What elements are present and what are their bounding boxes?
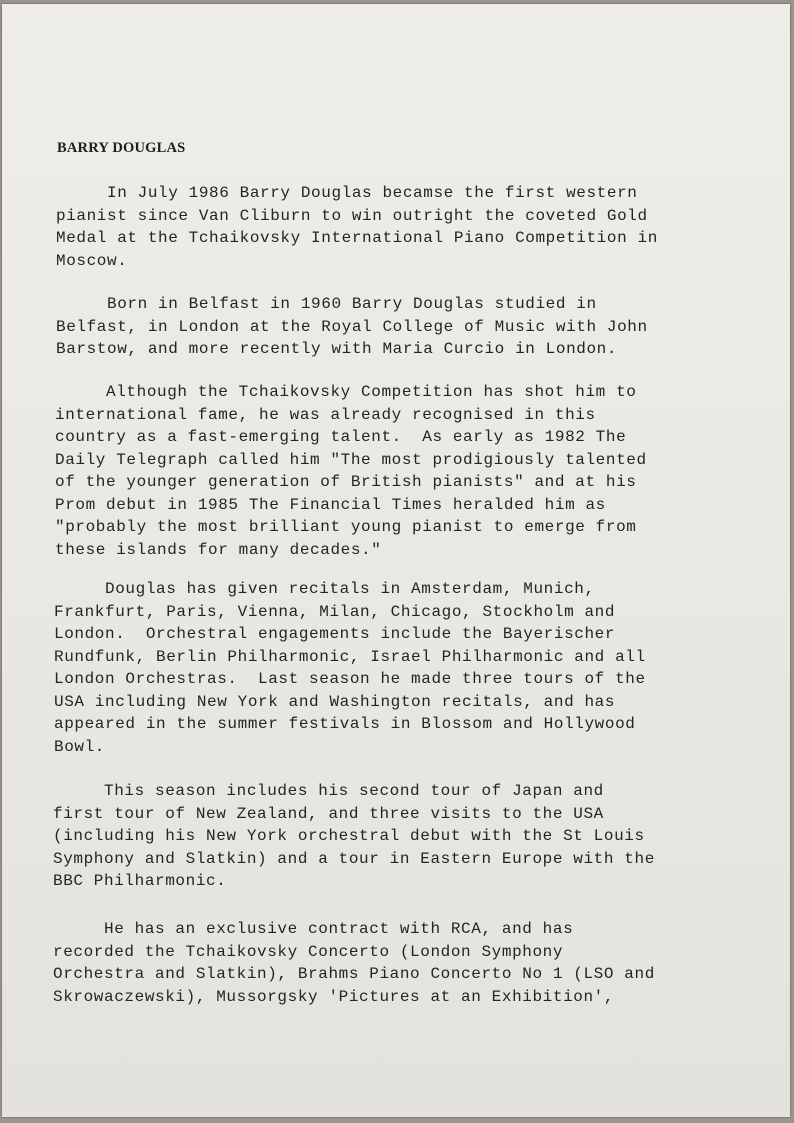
text-line: This season includes his second tour of Japan and xyxy=(53,782,604,800)
text-line: Moscow. xyxy=(56,251,128,270)
paragraph xyxy=(53,918,655,1008)
text-line: first tour of New Zealand, and three visits to the USA xyxy=(53,804,604,823)
text-line: "probably the most brilliant young pianist to emerge from xyxy=(55,518,637,536)
text-line: Bowl. xyxy=(54,737,106,756)
text-line: appeared in the summer festivals in Blossom and Hollywood xyxy=(54,715,636,733)
paragraph xyxy=(54,578,646,758)
text-line: Although the Tchaikovsky Competition has shot him to xyxy=(55,383,637,401)
paragraph xyxy=(56,293,648,361)
text-line: Rundfunk, Berlin Philharmonic, Israel Philharmonic and all xyxy=(54,647,646,666)
text-line: London. Orchestral engagements include the Bayerischer xyxy=(54,625,616,643)
text-line: recorded the Tchaikovsky Concerto (London Symphony xyxy=(53,942,564,961)
text-line: Barstow, and more recently with Maria Curcio in London. xyxy=(56,340,618,358)
text-line: Frankfurt, Paris, Vienna, Milan, Chicago, Stockholm and xyxy=(54,602,616,621)
paragraph xyxy=(56,182,658,272)
text-line: Born in Belfast in 1960 Barry Douglas studied in xyxy=(56,295,597,313)
text-line: Douglas has given recitals in Amsterdam, Munich, xyxy=(54,580,595,598)
page-title: BARRY DOUGLAS xyxy=(57,140,186,156)
text-line: London Orchestras. Last season he made three tours of the xyxy=(54,670,646,688)
text-line: Symphony and Slatkin) and a tour in Eastern Europe with the xyxy=(53,849,655,868)
text-line: Prom debut in 1985 The Financial Times heralded him as xyxy=(55,495,606,514)
text-line: Belfast, in London at the Royal College of Music with John xyxy=(56,317,648,336)
text-line: USA including New York and Washington recitals, and has xyxy=(54,692,616,711)
text-line: Orchestra and Slatkin), Brahms Piano Concerto No 1 (LSO and xyxy=(53,965,655,983)
text-line: of the younger generation of British pianists" and at his xyxy=(55,473,637,491)
text-line: Skrowaczewski), Mussorgsky 'Pictures at an Exhibition', xyxy=(53,987,615,1006)
paragraph xyxy=(53,780,655,893)
document-page xyxy=(2,4,790,1117)
text-line: country as a fast-emerging talent. As early as 1982 The xyxy=(55,428,627,446)
text-line: (including his New York orchestral debut with the St Louis xyxy=(53,827,645,845)
text-line: He has an exclusive contract with RCA, and has xyxy=(53,920,574,938)
paragraph xyxy=(55,381,647,561)
text-line: In July 1986 Barry Douglas becamse the first western xyxy=(56,184,638,202)
text-line: Daily Telegraph called him "The most prodigiously talented xyxy=(55,450,647,469)
text-line: Medal at the Tchaikovsky International Piano Competition in xyxy=(56,229,658,247)
text-line: these islands for many decades." xyxy=(55,540,382,559)
text-line: international fame, he was already recognised in this xyxy=(55,405,596,424)
text-line: pianist since Van Cliburn to win outright the coveted Gold xyxy=(56,206,648,225)
text-line: BBC Philharmonic. xyxy=(53,872,227,890)
